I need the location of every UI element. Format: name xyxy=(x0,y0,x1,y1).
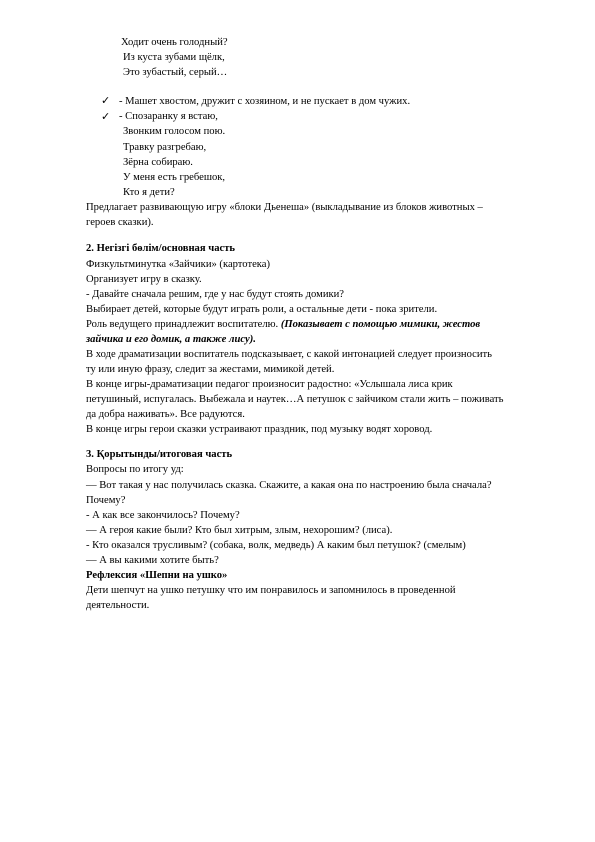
paragraph-line: Физкультминутка «Зайчики» (картотека) xyxy=(86,259,271,270)
role-note: (Показывает с помощью мимики, жестов xyxy=(280,319,481,330)
riddle-line: - Спозаранку я встаю, xyxy=(119,111,218,122)
paragraph-line: деятельности. xyxy=(86,600,150,611)
paragraph-line: В ходе драматизации воспитатель подсказывает, с какой интонацией следует произносить xyxy=(86,349,492,360)
paragraph-line: — Вот такая у нас получилась сказка. Скажите, а какая она по настроению была сначала? xyxy=(86,480,492,491)
paragraph-line: - Кто оказался трусливым? (собака, волк, медведь) А каким был петушок? (смелым) xyxy=(86,540,466,551)
checkmark-icon: ✓ xyxy=(101,110,111,123)
paragraph-line: петушиный, испугалась. Выбежала и наутек…А петушок с зайчиком стали жить – поживать xyxy=(86,394,504,405)
paragraph-line: — А вы какими хотите быть? xyxy=(86,555,219,566)
riddle-line: Из куста зубами щёлк, xyxy=(123,52,225,63)
role-text: Роль ведущего принадлежит воспитателю. xyxy=(86,319,281,330)
paragraph-line: да добра наживать». Все радуются. xyxy=(86,409,245,420)
paragraph-line: Дети шепчут на ушко петушку что им понравилось и запомнилось в проведенной xyxy=(86,585,456,596)
paragraph-line xyxy=(86,318,480,332)
paragraph-line: героев сказки). xyxy=(86,217,154,228)
riddle-line: Ходит очень голодный? xyxy=(121,37,228,48)
paragraph-line: - А как все закончилось? Почему? xyxy=(86,510,240,521)
riddle-line: - Машет хвостом, дружит с хозяином, и не пускает в дом чужих. xyxy=(119,96,411,107)
paragraph-line: В конце игры-драматизации педагог произносит радостно: «Услышала лиса крик xyxy=(86,379,453,390)
section-heading: 2. Негізгі бөлім/основная часть xyxy=(86,243,236,254)
paragraph-line: Выбирает детей, которые будут играть роли, а остальные дети - пока зрители. xyxy=(86,304,438,315)
paragraph-line: В конце игры герои сказки устраивают праздник, под музыку водят хоровод. xyxy=(86,424,433,435)
paragraph-line: Организует игру в сказку. xyxy=(86,274,202,285)
riddle-line: Это зубастый, серый… xyxy=(123,67,228,78)
paragraph-line: Предлагает развивающую игру «блоки Дьенеша» (выкладывание из блоков животных – xyxy=(86,202,483,213)
paragraph-line: — А героя какие были? Кто был хитрым, злым, нехорошим? (лиса). xyxy=(86,525,393,536)
section-heading: 3. Қорытынды/итоговая часть xyxy=(86,449,233,460)
riddle-line: Кто я дети? xyxy=(123,187,175,198)
riddle-line: Травку разгребаю, xyxy=(123,142,207,153)
paragraph-line: - Давайте сначала решим, где у нас будут стоять домики? xyxy=(86,289,345,300)
paragraph-line: ту или иную фразу, следит за жестами, мимикой детей. xyxy=(86,364,335,375)
riddle-line: Зёрна собираю. xyxy=(123,157,193,168)
paragraph-line: Вопросы по итогу уд: xyxy=(86,464,184,475)
paragraph-line: Почему? xyxy=(86,495,126,506)
riddle-line: Звонким голосом пою. xyxy=(123,126,226,137)
reflection-heading: Рефлексия «Шепни на ушко» xyxy=(86,570,228,581)
role-note: зайчика и его домик, а также лису). xyxy=(86,334,256,345)
checkmark-icon: ✓ xyxy=(101,94,111,107)
riddle-line: У меня есть гребешок, xyxy=(123,172,226,183)
